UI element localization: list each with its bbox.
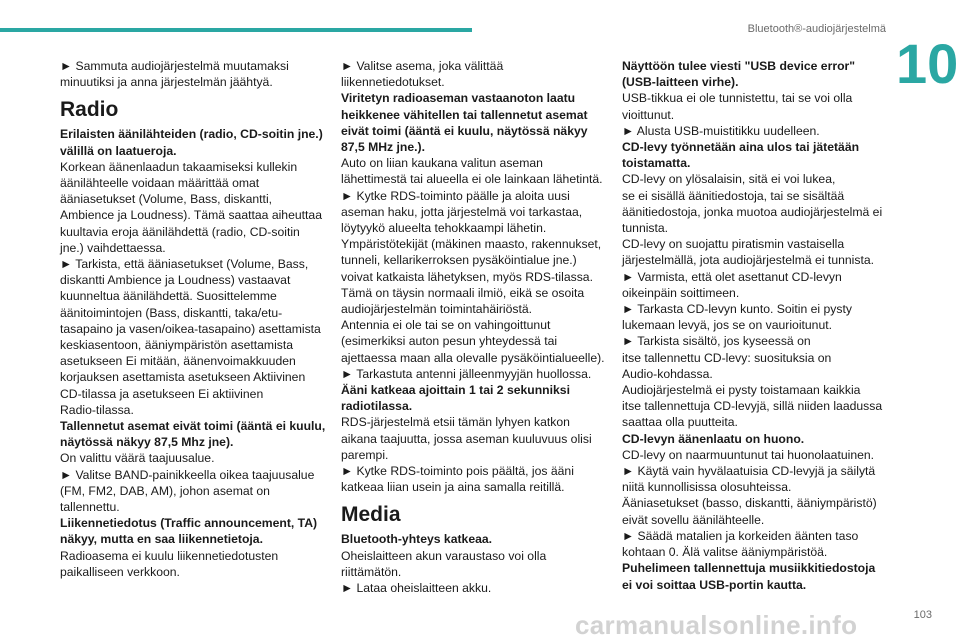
text-column-1 (60, 58, 330, 580)
bold-text-line: ei voi soittaa USB-portin kautta. (622, 577, 807, 592)
text-line: ► Kytke RDS-toiminto päälle ja aloita uusi (341, 188, 570, 203)
text-line: Auto on liian kaukana valitun aseman (341, 156, 543, 171)
text-line: parempi. (341, 447, 389, 462)
bold-text-line: Tallennetut asemat eivät toimi (ääntä ei kuulu, (60, 419, 326, 434)
text-line: tasapaino ja vasen/oikea-tasapaino) asettamista (60, 321, 321, 336)
text-line: äänilähteelle voidaan määrittää omat (60, 176, 260, 191)
text-line: itse tallennettu CD-levy: suosituksia on (622, 350, 832, 365)
text-line: Radioasema ei kuulu liikennetiedotusten (60, 548, 279, 563)
text-line: eivät sovellu äänilähteelle. (622, 512, 765, 527)
text-line: kuunneltua äänilähdettä. Suosittelemme (60, 289, 277, 304)
text-line: asetukseen Ei mitään, äänenvoimakkuuden (60, 354, 296, 369)
bold-text-line: Liikennetiedotus (Traffic announcement, TA) (60, 516, 318, 531)
text-line: Antennia ei ole tai se on vahingoittunut (341, 318, 551, 333)
text-line: äänitoimintojen (Bass, diskantti, taka/etu- (60, 305, 283, 320)
text-line: ► Kytke RDS-toiminto pois päältä, jos ääni (341, 464, 574, 479)
text-line: CD-levy on ylösalaisin, sitä ei voi lukea, (622, 172, 836, 187)
text-line: keskiasentoon, ääniympäristön asettamista (60, 338, 294, 353)
text-line: Ambience ja Loudness). Tämä saattaa aiheuttaa (60, 208, 322, 223)
text-line: (FM, FM2, DAB, AM), johon asemat on (60, 483, 270, 498)
text-line: Korkean äänenlaadun takaamiseksi kullekin (60, 159, 298, 174)
text-line: ► Sammuta audiojärjestelmä muutamaksi (60, 59, 289, 73)
header-accent-bar (0, 28, 472, 32)
bold-text-line: Ääni katkeaa ajoittain 1 tai 2 sekunniksi (341, 383, 570, 398)
text-line: Ääniasetukset (basso, diskantti, ääniympäristö) (622, 496, 877, 511)
text-line: USB-tikkua ei ole tunnistettu, tai se voi olla (622, 91, 853, 106)
text-line: ► Säädä matalien ja korkeiden äänten taso (622, 528, 859, 543)
text-line: ► Tarkista, että ääniasetukset (Volume, Bass, (60, 257, 309, 272)
text-line: ► Varmista, että olet asettanut CD-levyn (622, 269, 842, 284)
page-number: 103 (913, 609, 932, 621)
text-line: ► Valitse asema, joka välittää (341, 59, 504, 73)
chapter-number: 10 (896, 32, 959, 95)
text-line: tunneli, kellarikerroksen pysäköintialue jne.) (341, 253, 577, 268)
bold-text-line: Puhelimeen tallennettuja musiikkitiedostoja (622, 561, 876, 576)
bold-text-line: Näyttöön tulee viesti "USB device error" (622, 59, 856, 73)
text-line: aseman haku, jotta järjestelmä voi tarkastaa, (341, 204, 583, 219)
section-heading: Radio (60, 98, 119, 122)
bold-text-line: CD-levy työnnetään aina ulos tai jätetään (622, 140, 860, 155)
text-line: aikana taajuutta, jossa aseman kuuluvuus olisi (341, 431, 592, 446)
text-line: minuutiksi ja anna järjestelmän jäähtyä. (60, 75, 273, 90)
text-line: ► Valitse BAND-painikkeella oikea taajuusalue (60, 467, 315, 482)
text-line: niitä kunnollisissa olosuhteissa. (622, 480, 792, 495)
text-line: CD-levy on naarmuuntunut tai huonolaatuinen. (622, 447, 875, 462)
text-line: CD-tilassa ja asetukseen Ei aktiivinen (60, 386, 264, 401)
text-line: liikennetiedotukset. (341, 75, 445, 90)
text-line: ► Lataa oheislaitteen akku. (341, 581, 492, 596)
text-line: oikeinpäin soittimeen. (622, 285, 740, 300)
bold-text-line: näkyy, mutta en saa liikennetietoja. (60, 532, 263, 547)
bold-text-line: radiotilassa. (341, 399, 413, 414)
bold-text-line: eivät toimi (ääntä ei kuulu, näytössä näkyy (341, 123, 588, 138)
text-line: ► Käytä vain hyvälaatuisia CD-levyjä ja säilytä (622, 464, 876, 479)
text-line: kohtaan 0. Älä valitse ääniympäristöä. (622, 545, 828, 560)
bold-text-line: CD-levyn äänenlaatu on huono. (622, 431, 805, 446)
bold-text-line: Viritetyn radioaseman vastaanoton laatu (341, 91, 576, 106)
text-line: saattaa olla puutteita. (622, 415, 738, 430)
bold-text-line: 87,5 MHz jne.). (341, 140, 425, 155)
text-line: CD-levy on suojattu piratismin vastaisella (622, 237, 845, 252)
section-heading: Media (341, 503, 401, 527)
bold-text-line: toistamatta. (622, 156, 691, 171)
text-line: äänitiedostoja, jonka muotoa audiojärjestelmä ei (622, 204, 883, 219)
text-line: jne.) vaihdettaessa. (60, 240, 166, 255)
text-line: se ei sisällä äänitiedostoja, tai se sisältää (622, 188, 845, 203)
text-line: kuultavia eroja äänilähdettä (radio, CD-soitin (60, 224, 300, 239)
text-line: riittämätön. (341, 564, 402, 579)
text-line: ► Tarkista sisältö, jos kyseessä on (622, 334, 811, 349)
text-line: vioittunut. (622, 107, 675, 122)
text-column-2 (341, 58, 616, 596)
watermark: carmanualsonline.info (575, 610, 858, 640)
text-line: Oheislaitteen akun varaustaso voi olla (341, 548, 547, 563)
text-line: tallennettu. (60, 500, 120, 515)
text-line: korjauksen asettamista asetukseen Aktiivinen (60, 370, 306, 385)
bold-text-line: Erilaisten äänilähteiden (radio, CD-soitin jne.) (60, 127, 323, 142)
text-line: On valittu väärä taajuusalue. (60, 451, 215, 466)
text-line: Ympäristötekijät (mäkinen maasto, rakennukset, (341, 237, 602, 252)
text-line: katkeaa liian usein ja aina samalla reitillä. (341, 480, 565, 495)
bold-text-line: näytössä näkyy 87,5 Mhz jne). (60, 435, 234, 450)
bold-text-line: heikkenee vähitellen tai tallennetut asemat (341, 107, 588, 122)
text-line: löytyykö alueelta tehokkaampi lähetin. (341, 221, 547, 236)
text-line: Audio-kohdassa. (622, 366, 713, 381)
text-line: järjestelmällä, jota audiojärjestelmä ei tunnista. (622, 253, 875, 268)
text-line: Radio-tilassa. (60, 402, 134, 417)
text-line: ► Tarkasta CD-levyn kunto. Soitin ei pysty (622, 302, 852, 317)
text-line: lähettimestä tai alueella ei ole lainkaan lähetintä. (341, 172, 603, 187)
bold-text-line: (USB-laitteen virhe). (622, 75, 739, 90)
text-line: lukemaan levyä, jos se on vaurioitunut. (622, 318, 833, 333)
text-line: audiojärjestelmän toimintahäiriöstä. (341, 302, 533, 317)
text-line: (esimerkiksi auton pesun yhteydessä tai (341, 334, 558, 349)
text-line: RDS-järjestelmä etsii tämän lyhyen katkon (341, 415, 570, 430)
text-line: Tämä on täysin normaali ilmiö, eikä se osoita (341, 285, 585, 300)
text-line: itse tallennettuja CD-levyjä, sillä niiden laadussa (622, 399, 883, 414)
text-line: Audiojärjestelmä ei pysty toistamaan kaikkia (622, 383, 861, 398)
text-line: ► Tarkastuta antenni jälleenmyyjän huollossa. (341, 366, 592, 381)
bold-text-line: välillä on laatueroja. (60, 143, 177, 158)
text-line: voivat katkaista lähetyksen, myös RDS-tilassa. (341, 269, 593, 284)
text-line: tunnista. (622, 221, 669, 236)
text-column-3 (622, 58, 890, 593)
section-title: Bluetooth®-audiojärjestelmä (747, 23, 886, 35)
text-line: paikalliseen verkkoon. (60, 564, 180, 579)
text-line: ajettaessa maan alla olevalle pysäköintialueelle). (341, 350, 605, 365)
text-line: ► Alusta USB-muistitikku uudelleen. (622, 123, 820, 138)
text-line: ääniasetukset (Volume, Bass, diskantti, (60, 192, 273, 207)
bold-text-line: Bluetooth-yhteys katkeaa. (341, 532, 493, 547)
text-line: diskantti Ambience ja Loudness) vastaavat (60, 273, 291, 288)
